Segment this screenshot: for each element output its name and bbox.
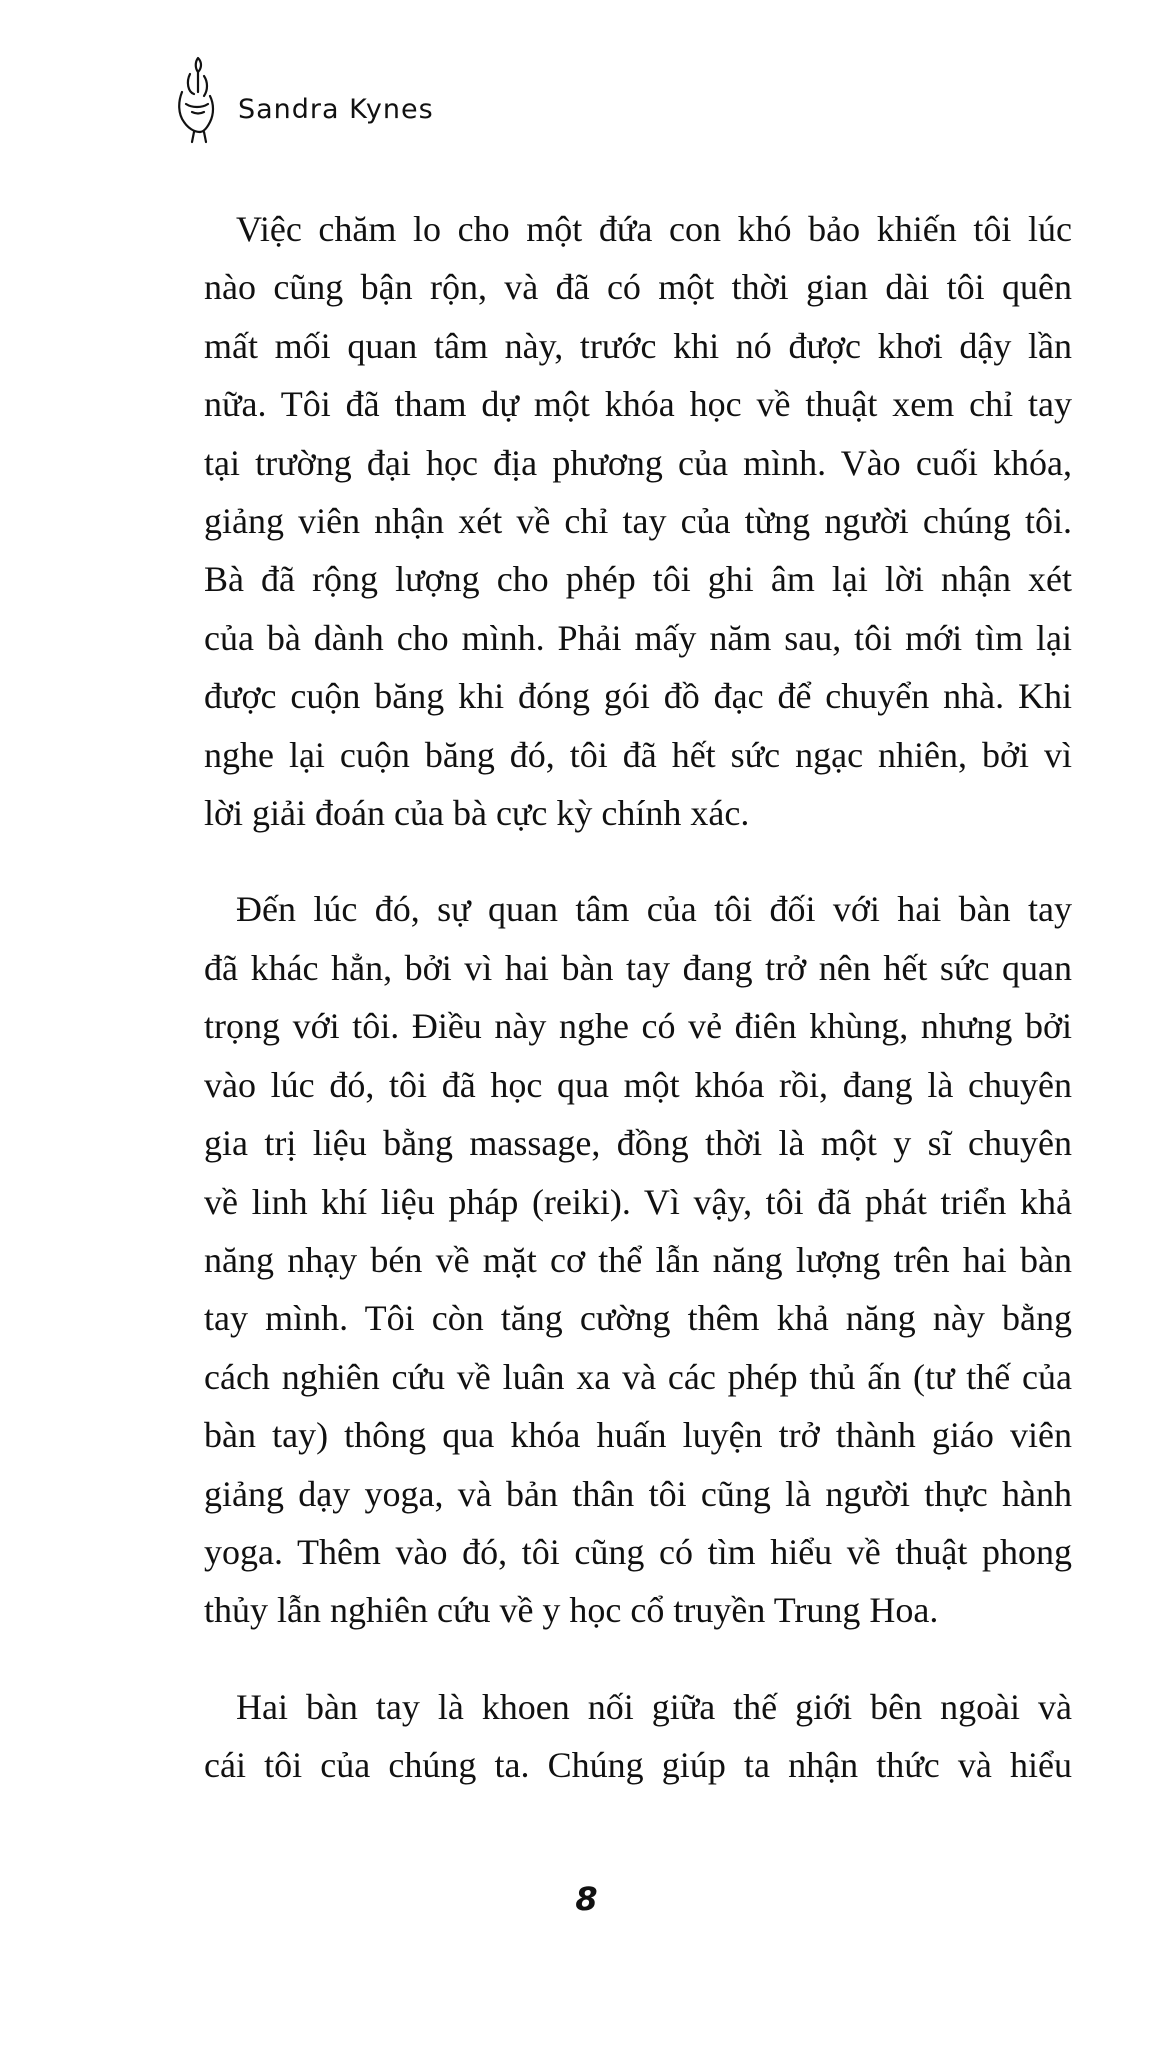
- text-line: về linh khí liệu pháp (reiki). Vì vậy, tôi đã phát triển khả: [204, 1181, 1072, 1222]
- paragraph-1: [204, 200, 1072, 842]
- text-line: nghe lại cuộn băng đó, tôi đã hết sức ngạc nhiên, bởi vì: [204, 734, 1072, 775]
- page-number: 8: [575, 1880, 598, 1918]
- text-line: bàn tay) thông qua khóa huấn luyện trở thành giáo viên: [204, 1415, 1072, 1456]
- text-line: vào lúc đó, tôi đã học qua một khóa rồi, đang là chuyên: [204, 1064, 1072, 1105]
- paragraph-3: [204, 1678, 1072, 1795]
- text-line: gia trị liệu bằng massage, đồng thời là một y sĩ chuyên: [204, 1123, 1072, 1164]
- paragraph-spacer: [204, 1640, 1072, 1678]
- text-line: lời giải đoán của bà cực kỳ chính xác.: [204, 793, 750, 834]
- text-line: Việc chăm lo cho một đứa con khó bảo khiến tôi lúc: [236, 209, 1072, 249]
- paragraph-2: [204, 880, 1072, 1639]
- text-line: thủy lẫn nghiên cứu về y học cổ truyền Trung Hoa.: [204, 1590, 939, 1631]
- text-line: Đến lúc đó, sự quan tâm của tôi đối với hai bàn tay: [236, 889, 1072, 930]
- text-line: Hai bàn tay là khoen nối giữa thế giới bên ngoài và: [236, 1686, 1072, 1727]
- text-line: yoga. Thêm vào đó, tôi cũng có tìm hiểu về thuật phong: [204, 1531, 1072, 1572]
- text-line: tại trường đại học địa phương của mình. Vào cuối khóa,: [204, 442, 1072, 483]
- text-line: của bà dành cho mình. Phải mấy năm sau, tôi mới tìm lại: [204, 617, 1072, 658]
- text-line: được cuộn băng khi đóng gói đồ đạc để chuyển nhà. Khi: [204, 676, 1072, 717]
- text-line: giảng dạy yoga, và bản thân tôi cũng là người thực hành: [204, 1473, 1072, 1514]
- text-line: cái tôi của chúng ta. Chúng giúp ta nhận thức và hiểu: [204, 1745, 1072, 1786]
- paragraph-spacer: [204, 842, 1072, 880]
- text-line: tay mình. Tôi còn tăng cường thêm khả năng này bằng: [204, 1298, 1072, 1339]
- text-line: đã khác hẳn, bởi vì hai bàn tay đang trở nên hết sức quan: [204, 947, 1072, 988]
- body-text: [204, 200, 1072, 1795]
- hand-mudra-icon: [168, 52, 224, 144]
- text-line: mất mối quan tâm này, trước khi nó được khơi dậy lần: [204, 325, 1072, 366]
- text-line: cách nghiên cứu về luân xa và các phép thủ ấn (tư thế của: [204, 1356, 1072, 1397]
- text-line: trọng với tôi. Điều này nghe có vẻ điên khùng, nhưng bởi: [204, 1006, 1072, 1047]
- text-line: Bà đã rộng lượng cho phép tôi ghi âm lại lời nhận xét: [204, 559, 1072, 600]
- text-line: giảng viên nhận xét về chỉ tay của từng người chúng tôi.: [204, 501, 1072, 542]
- text-line: nữa. Tôi đã tham dự một khóa học về thuật xem chỉ tay: [204, 384, 1072, 425]
- text-line: năng nhạy bén về mặt cơ thể lẫn năng lượng trên hai bàn: [204, 1239, 1072, 1280]
- author-name: Sandra Kynes: [238, 93, 434, 125]
- text-line: nào cũng bận rộn, và đã có một thời gian dài tôi quên: [204, 267, 1072, 308]
- running-header: [168, 48, 434, 148]
